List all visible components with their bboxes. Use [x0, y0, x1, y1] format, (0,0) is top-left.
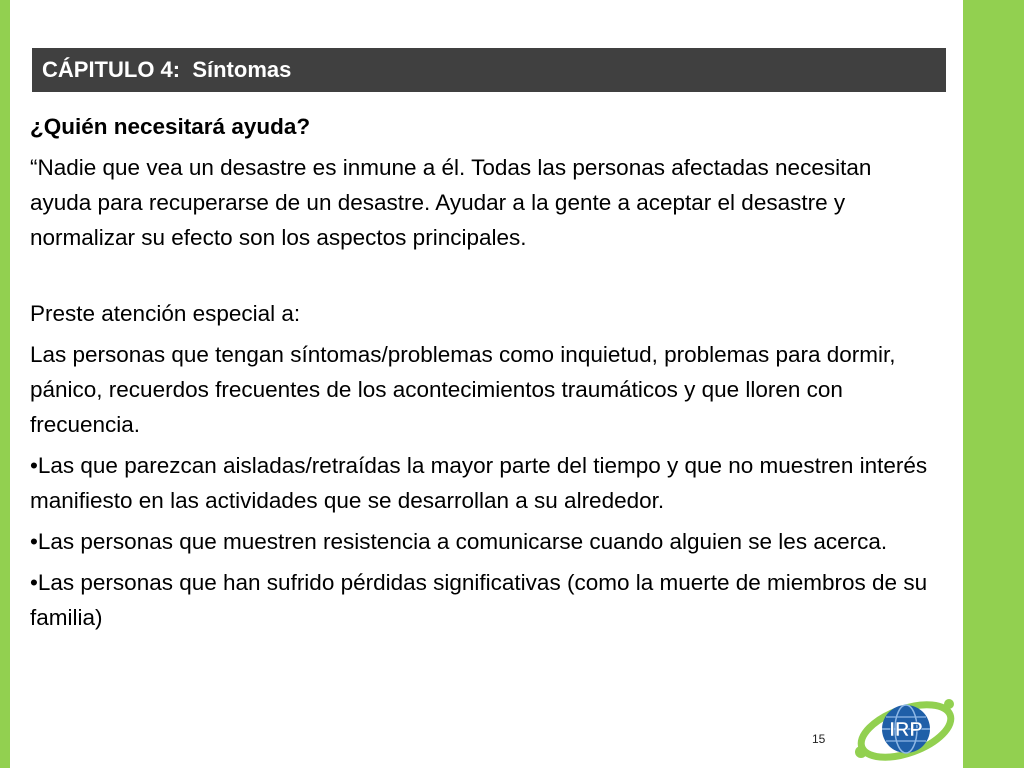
- logo-text: IRP: [889, 719, 923, 741]
- logo-dot-right: [944, 699, 954, 709]
- page-number: 15: [812, 732, 826, 746]
- intro-paragraph: “Nadie que vea un desastre es inmune a él. Todas las personas afectadas necesitan ayuda para recuperarse de un desastre. Ayudar a la gente a aceptar el desastre y normalizar su efecto son los aspectos principales.: [30, 155, 872, 250]
- logo-dot-left: [855, 746, 867, 758]
- question-heading: ¿Quién necesitará ayuda?: [30, 114, 311, 139]
- irp-logo: [853, 694, 959, 764]
- bullet-isolated: •Las que parezcan aisladas/retraídas la mayor parte del tiempo y que no muestren interés manifiesto en las actividades que se desarrollan a su alrededor.: [30, 453, 928, 513]
- bullet-losses: •Las personas que han sufrido pérdidas significativas (como la muerte de miembros de su familia): [30, 570, 928, 630]
- attention-lead: Preste atención especial a:: [30, 301, 301, 326]
- title-bar: [32, 48, 946, 92]
- right-accent-bar: [963, 0, 1024, 768]
- slide-title: CÁPITULO 4: Síntomas: [42, 57, 292, 82]
- bullet-resistance: •Las personas que muestren resistencia a comunicarse cuando alguien se les acerca.: [30, 529, 888, 554]
- symptoms-paragraph: Las personas que tengan síntomas/problemas como inquietud, problemas para dormir, pánico, recuerdos frecuentes de los acontecimientos traumáticos y que lloren con frecuencia.: [30, 342, 896, 437]
- slide-content: [30, 109, 938, 635]
- left-accent-bar: [0, 0, 10, 768]
